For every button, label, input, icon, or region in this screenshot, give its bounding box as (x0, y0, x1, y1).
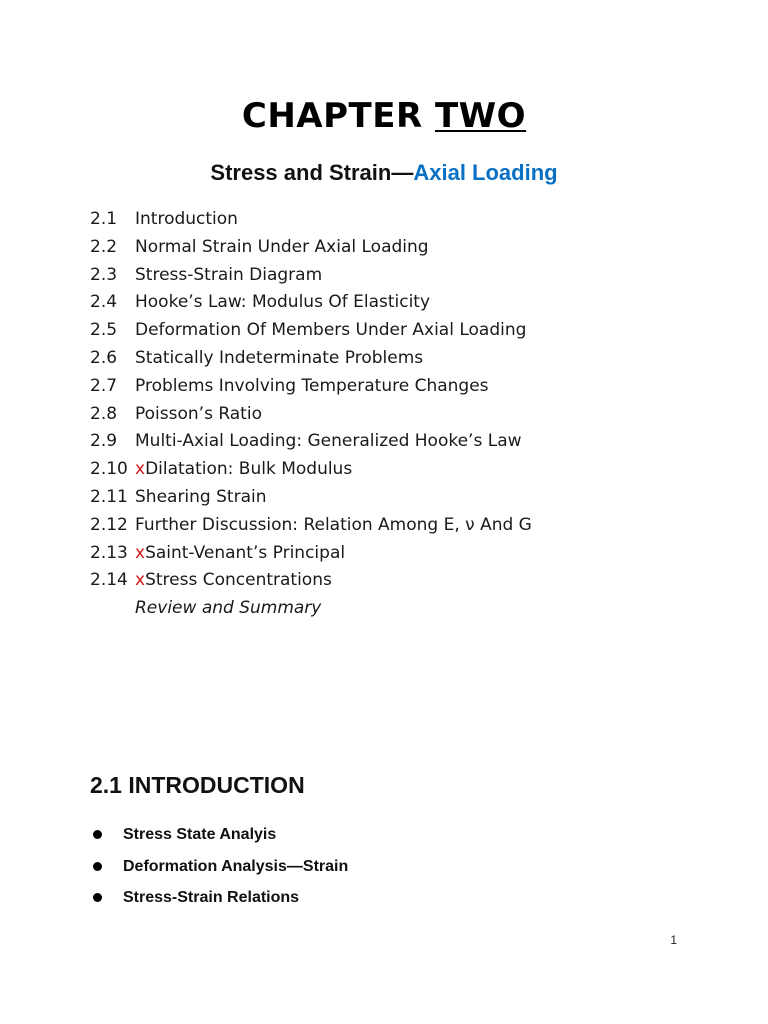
toc-review-title: Review and Summary (135, 598, 322, 619)
bullet-dot-icon (93, 830, 102, 839)
toc-item-number: 2.2 (90, 236, 118, 257)
toc-item (90, 206, 730, 234)
toc-item-number: 2.13 (90, 542, 128, 563)
subtitle-accent: Axial Loading (413, 160, 558, 185)
toc-item (90, 512, 730, 540)
bullet-item (90, 884, 348, 916)
bullet-text: Stress State Analyis (123, 826, 277, 843)
toc-item (90, 317, 730, 345)
bullet-dot-icon (93, 862, 102, 871)
page-number: 1 (670, 933, 677, 947)
chapter-number: TWO (434, 96, 527, 136)
toc-item-mark: x (135, 542, 146, 563)
toc-item-title: Introduction (135, 209, 238, 229)
bullet-item (90, 853, 348, 885)
toc-item-number: 2.12 (90, 514, 128, 535)
toc-item-number: 2.14 (90, 570, 128, 591)
toc-item-title: Further Discussion: Relation Among E, ν And G (135, 514, 532, 535)
toc-item-review (90, 595, 730, 623)
toc-item (90, 456, 730, 484)
toc-item-title: Normal Strain Under Axial Loading (135, 236, 429, 257)
toc-item-mark: x (135, 570, 146, 591)
chapter-subtitle (0, 160, 768, 186)
toc-item-number: 2.5 (90, 320, 118, 341)
toc-item-title: Stress-Strain Diagram (135, 264, 323, 285)
toc-item-number: 2.6 (90, 347, 118, 368)
toc-item-mark: x (135, 459, 146, 480)
toc-item-title: Deformation Of Members Under Axial Loading (135, 320, 527, 341)
bullet-text: Deformation Analysis—Strain (123, 857, 349, 875)
bullet-item (90, 821, 348, 853)
toc-item-number: 2.9 (90, 431, 118, 452)
toc-item-number: 2.7 (90, 375, 118, 396)
toc-item-number: 2.1 (90, 209, 118, 229)
toc-item (90, 567, 730, 595)
toc-item-title: Poisson’s Ratio (135, 403, 262, 424)
subtitle-main: Stress and Strain— (210, 160, 414, 185)
toc-item-number: 2.8 (90, 403, 118, 424)
toc-item-number: 2.11 (90, 486, 128, 507)
toc-item-title: Multi-Axial Loading: Generalized Hooke’s Law (135, 431, 522, 452)
toc-item-title: Shearing Strain (135, 486, 267, 507)
toc-item-title: Statically Indeterminate Problems (135, 347, 424, 368)
bullet-dot-icon (93, 893, 102, 902)
toc-item-title: Hooke’s Law: Modulus Of Elasticity (135, 292, 431, 313)
bullet-text: Stress-Strain Relations (123, 889, 300, 906)
chapter-word: CHAPTER (241, 96, 423, 136)
toc-item (90, 262, 730, 290)
toc-item (90, 540, 730, 568)
toc-item-title: Problems Involving Temperature Changes (135, 375, 489, 396)
toc-item-title: Saint-Venant’s Principal (145, 542, 346, 563)
section-heading: 2.1 INTRODUCTION (90, 772, 305, 798)
toc-item (90, 345, 730, 373)
toc-item-number: 2.3 (90, 264, 118, 285)
toc-item (90, 234, 730, 262)
toc-item-number: 2.4 (90, 292, 118, 313)
toc-item (90, 428, 730, 456)
toc-item (90, 373, 730, 401)
table-of-contents (90, 206, 730, 623)
chapter-title (0, 96, 768, 136)
toc-item-title: Stress Concentrations (145, 570, 332, 591)
toc-item-title: Dilatation: Bulk Modulus (145, 459, 353, 480)
toc-item-number: 2.10 (90, 459, 128, 480)
toc-item (90, 289, 730, 317)
toc-item (90, 401, 730, 429)
bullet-list (90, 821, 348, 916)
toc-item (90, 484, 730, 512)
